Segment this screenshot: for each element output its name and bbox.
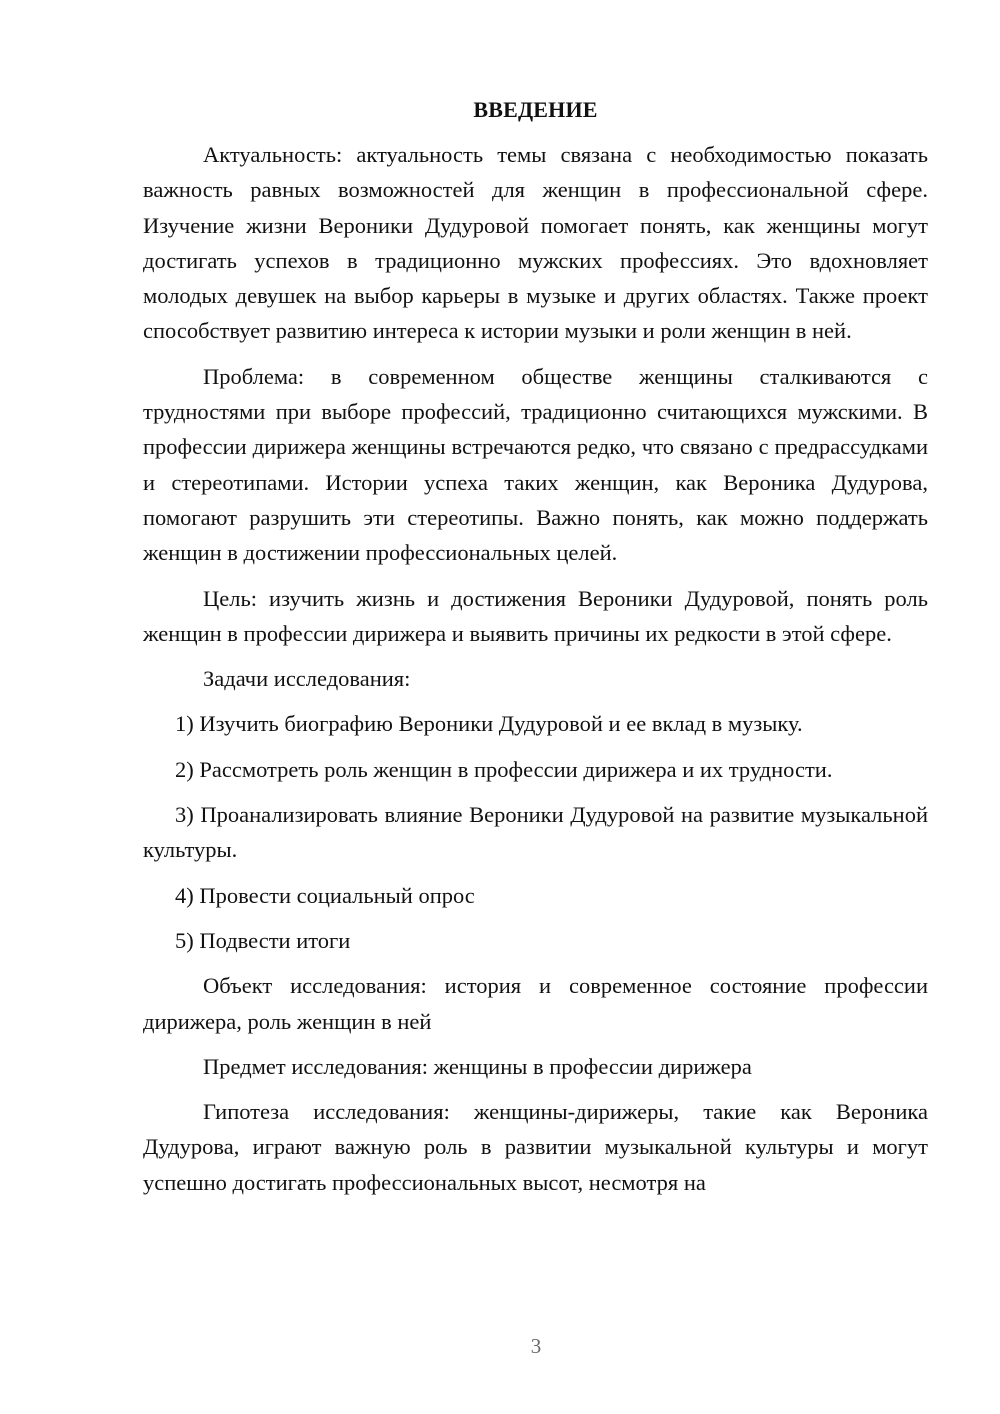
paragraph-relevance: Актуальность: актуальность темы связана с необходимостью показать важность равных возможностей для женщин в профессиональной сфере. Изучение жизни Вероники Дудуровой помогает понять, как женщины могут достигать успехов в традиционно мужских профессиях. Это вдохновляет молодых девушек на выбор карьеры в музыке и других областях. Также проект способствует развитию интереса к истории музыки и роли женщин в ней. xyxy=(143,142,928,344)
task-item-5: 5) Подвести итоги xyxy=(175,927,351,953)
task-item-1: 1) Изучить биографию Вероники Дудуровой и ее вклад в музыку. xyxy=(175,711,803,737)
paragraph-hypothesis: Гипотеза исследования: женщины-дирижеры, такие как Вероника Дудурова, играют важную роль в развитии музыкальной культуры и могут успешно достигать профессиональных высот, несмотря на xyxy=(143,1099,928,1195)
task-item-3: 3) Проанализировать влияние Вероники Дудуровой на развитие музыкальной культуры. xyxy=(143,802,928,863)
paragraph-subject: Предмет исследования: женщины в профессии дирижера xyxy=(203,1053,752,1079)
task-item-4: 4) Провести социальный опрос xyxy=(175,882,475,908)
task-item-2: 2) Рассмотреть роль женщин в профессии дирижера и их трудности. xyxy=(175,756,833,782)
page-content xyxy=(143,92,928,1210)
paragraph-goal: Цель: изучить жизнь и достижения Вероники Дудуровой, понять роль женщин в профессии дирижера и выявить причины их редкости в этой сфере. xyxy=(143,585,928,646)
page-number: 3 xyxy=(530,1334,542,1358)
section-title: ВВЕДЕНИЕ xyxy=(473,97,598,122)
paragraph-tasks-heading: Задачи исследования: xyxy=(203,666,411,692)
paragraph-problem: Проблема: в современном обществе женщины сталкиваются с трудностями при выборе профессий, традиционно считающихся мужскими. В профессии дирижера женщины встречаются редко, что связано с предрассудками и стереотипами. Истории успеха таких женщин, как Вероника Дудурова, помогают разрушить эти стереотипы. Важно понять, как можно поддержать женщин в достижении профессиональных целей. xyxy=(143,363,928,566)
paragraph-object: Объект исследования: история и современное состояние профессии дирижера, роль женщин в ней xyxy=(143,973,928,1034)
